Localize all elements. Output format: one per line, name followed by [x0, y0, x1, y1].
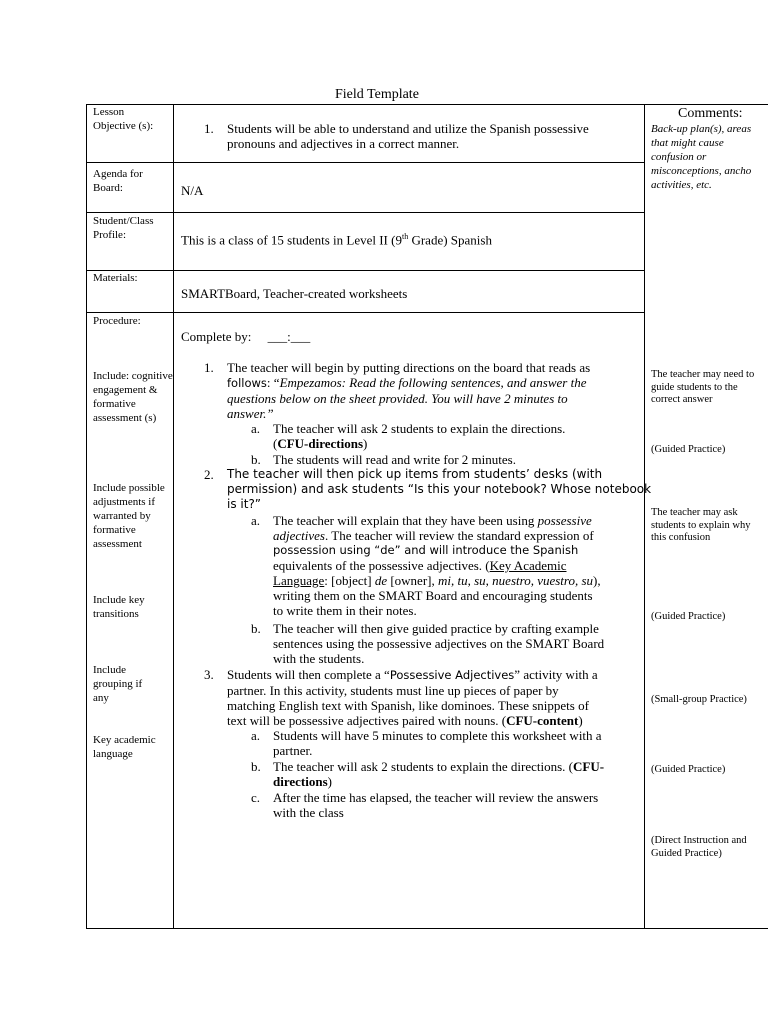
step-1: The teacher will begin by putting directions on the board that reads as follows: “Empezamos: Read the following sentences, and answer the questions below on the sheet provided. You will have 2 minutes to answer.”: [227, 360, 591, 421]
sub-letter: b.: [251, 621, 261, 636]
column-divider-right: [644, 104, 645, 928]
materials-text: SMARTBoard, Teacher-created worksheets: [181, 286, 408, 301]
side-label: Include key transitions: [93, 594, 145, 620]
comment-note: (Small-group Practice): [651, 694, 747, 705]
objective-number: 1.: [204, 121, 214, 136]
row-divider: [86, 312, 644, 313]
comment-note: (Direct Instruction and Guided Practice): [651, 835, 747, 859]
comments-heading: Comments:: [678, 106, 743, 121]
comment-note: The teacher may ask students to explain why this confusion: [651, 507, 751, 543]
profile-text: This is a class of 15 students in Level II (9th Grade) Spanish: [181, 232, 492, 248]
step-1b: The students will read and write for 2 minutes.: [273, 452, 516, 467]
step-2a: The teacher will explain that they have been using possessive adjectives. The teacher will review the standard expression of possession using “de” and will introduce the Spanish equivalents of the possessive adjectives. (Key Academic Language: [object] de [owner], mi, tu, su, nuestro, vuestro, su), writing them on the SMART Board and encouraging students to write them in their notes.: [273, 513, 601, 618]
column-divider-left: [173, 104, 174, 928]
agenda-text: N/A: [181, 183, 204, 198]
objective-label: Lesson Objective (s):: [93, 106, 154, 132]
step-3a: Students will have 5 minutes to complete this worksheet with a partner.: [273, 728, 602, 758]
comment-note: (Guided Practice): [651, 444, 726, 455]
side-label: Include possible adjustments if warranted by formative assessment: [93, 482, 165, 550]
step-2b: The teacher will then give guided practice by crafting example sentences using the possessive adjectives on the SMART Board with the students.: [273, 621, 605, 666]
step-2: The teacher will then pick up items from students’ desks (with permission) and ask students “Is this your notebook? Whose notebook is it?”: [227, 467, 652, 511]
step-1a: The teacher will ask 2 students to explain the directions. (CFU-directions): [273, 421, 566, 451]
objective-text: Students will be able to understand and utilize the Spanish possessive pronouns and adjectives in a correct manner.: [227, 121, 589, 151]
agenda-label: Agenda for Board:: [93, 168, 143, 194]
step-3: Students will then complete a “Possessive Adjectives” activity with a partner. In this activity, students must line up pieces of paper by matching English text with Spanish, like dominoes. These snippets of text will be possessive adjectives paired with nouns. (CFU-content): [227, 667, 598, 728]
sub-letter: c.: [251, 790, 261, 805]
sub-letter: b.: [251, 759, 261, 774]
side-label: Include grouping if any: [93, 664, 143, 704]
sub-letter: b.: [251, 452, 261, 467]
complete-by: Complete by: ___:___: [181, 329, 311, 344]
procedure-label: Procedure:: [93, 315, 141, 327]
comment-note: The teacher may need to guide students to the correct answer: [651, 369, 755, 405]
step-number: 2.: [204, 467, 214, 482]
comment-note: (Guided Practice): [651, 611, 726, 622]
sub-letter: a.: [251, 421, 261, 436]
row-divider: [86, 162, 644, 163]
step-number: 3.: [204, 667, 214, 682]
sub-letter: a.: [251, 513, 261, 528]
sub-letter: a.: [251, 728, 261, 743]
step-3c: After the time has elapsed, the teacher will review the answers with the class: [273, 790, 599, 820]
row-divider: [86, 212, 644, 213]
step-3b: The teacher will ask 2 students to explain the directions. (CFU- directions): [273, 759, 605, 789]
comments-subtitle: Back-up plan(s), areas that might cause confusion or misconceptions, ancho activities, etc.: [651, 123, 752, 191]
profile-label: Student/Class Profile:: [93, 215, 154, 241]
page-title: Field Template: [335, 87, 419, 102]
comment-note: (Guided Practice): [651, 764, 726, 775]
materials-label: Materials:: [93, 272, 138, 284]
side-label: Include: cognitive engagement & formative assessment (s): [93, 370, 173, 424]
step-number: 1.: [204, 360, 214, 375]
side-label: Key academic language: [93, 734, 156, 760]
